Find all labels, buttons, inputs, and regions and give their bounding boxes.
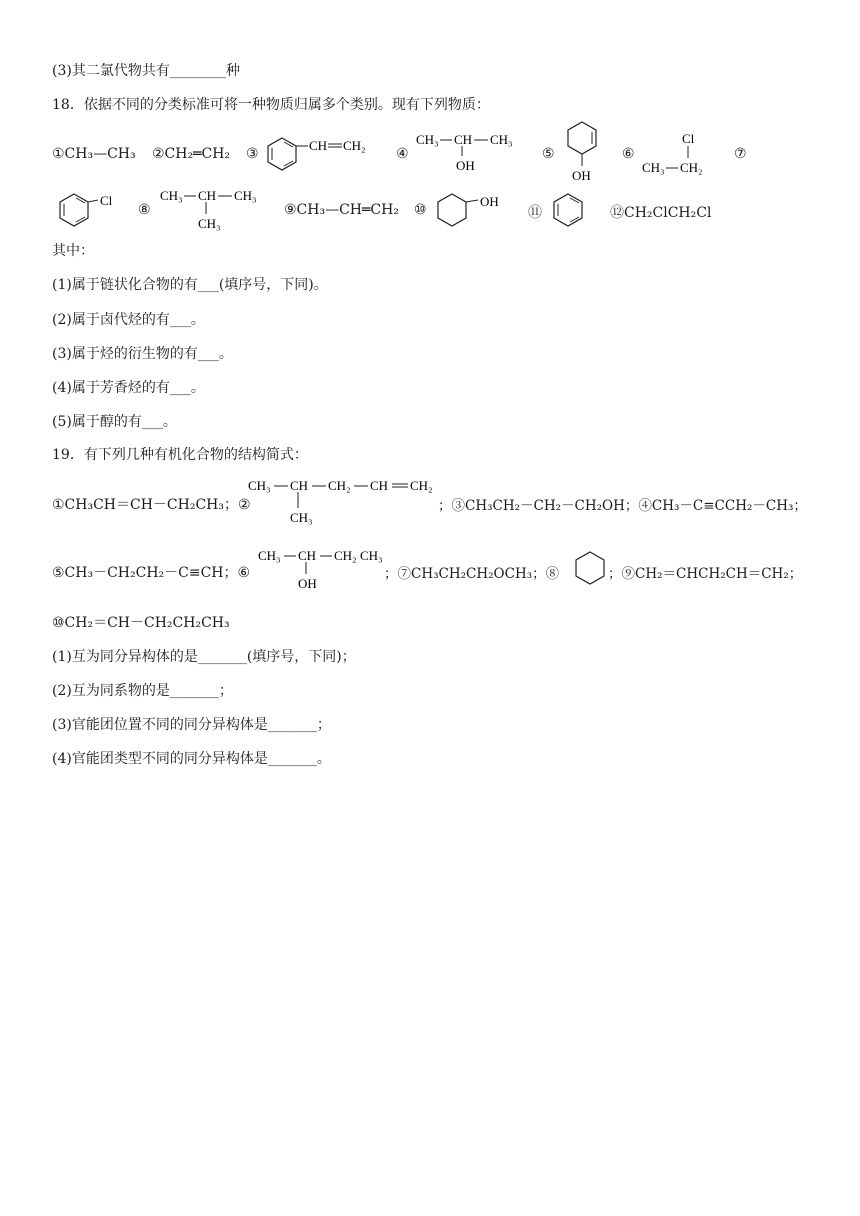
q18-question-2: (2)属于卤代烃的有___。 xyxy=(52,312,205,328)
q19-stem: 19．有下列几种有机化合物的结构简式： xyxy=(52,447,308,463)
item8-number: ⑧ xyxy=(138,202,151,218)
c6-oh: OH xyxy=(298,576,317,591)
item12-dichloroethane: ⑫CH₂ClCH₂Cl xyxy=(610,205,712,221)
item11-number: ⑪ xyxy=(528,205,542,221)
q19-compound2-structure xyxy=(244,474,440,530)
c2-ch2: CH₂ xyxy=(328,478,351,493)
c6-ch3-left: CH₃ xyxy=(258,548,281,563)
isobutane-ch3-right: CH₃ xyxy=(234,188,257,203)
c6-ch3-right: CH₃ xyxy=(360,548,383,563)
q19-row2-b: ；⑦CH₃CH₂CH₂OCH₃；⑧ xyxy=(384,566,560,582)
item1-ethane: ①CH₃—CH₃ xyxy=(52,146,136,162)
item7-number: ⑦ xyxy=(734,146,747,162)
styrene-structure xyxy=(262,130,372,176)
styrene-ch-label: CH xyxy=(309,138,328,153)
item2-ethene: ②CH₂═CH₂ xyxy=(152,146,231,162)
c2-ch3-bottom: CH₃ xyxy=(290,510,313,525)
item4-number: ④ xyxy=(396,146,409,162)
c6-ch: CH xyxy=(298,548,317,563)
q18-stem: 18．依据不同的分类标准可将一种物质归属多个类别。现有下列物质： xyxy=(52,97,490,113)
q19-question-2: (2)互为同系物的是_______； xyxy=(52,683,233,699)
q18-question-1: (1)属于链状化合物的有___(填序号，下同)。 xyxy=(52,277,328,293)
chlorobenzene-cl: Cl xyxy=(100,193,113,208)
q19-row2-c: ；⑨CH₂＝CHCH₂CH＝CH₂； xyxy=(608,566,803,582)
chloroethane-structure xyxy=(640,128,720,178)
chloroethane-ch3: CH₃ xyxy=(642,160,665,175)
q18-among: 其中： xyxy=(52,243,94,259)
q19-row1-a: ①CH₃CH＝CH－CH₂CH₃；② xyxy=(52,497,251,513)
isobutane-ch: CH xyxy=(198,188,217,203)
ipa-ch3-left: CH₃ xyxy=(416,132,439,147)
item5-number: ⑤ xyxy=(542,146,555,162)
q19-compound6-structure xyxy=(256,544,386,594)
cyclohexane-structure xyxy=(570,548,610,592)
item3-number: ③ xyxy=(246,146,259,162)
q19-question-1: (1)互为同分异构体的是_______(填序号，下同)； xyxy=(52,649,356,665)
ipa-ch3-right: CH₃ xyxy=(490,132,513,147)
cyclohexanol-structure xyxy=(432,190,508,234)
cyclohexenol-structure xyxy=(558,118,608,184)
c2-ch: CH xyxy=(290,478,309,493)
isobutane-ch3-left: CH₃ xyxy=(160,188,183,203)
q17-part3: (3)其二氯代物共有________种 xyxy=(52,63,240,79)
q18-question-4: (4)属于芳香烃的有___。 xyxy=(52,380,205,396)
benzene-structure xyxy=(550,190,590,234)
c2-ch-2: CH xyxy=(370,478,389,493)
ipa-ch: CH xyxy=(454,132,473,147)
cyclohexanol-oh: OH xyxy=(480,194,499,209)
c6-ch2ch3: CH₂ xyxy=(334,548,357,563)
item9-propene: ⑨CH₃—CH═CH₂ xyxy=(284,202,399,218)
q19-row1-b: ；③CH₃CH₂－CH₂－CH₂OH；④CH₃－C≡CCH₂－CH₃； xyxy=(438,498,807,514)
item10-number: ⑩ xyxy=(414,202,427,218)
chlorobenzene-structure xyxy=(56,188,126,234)
q19-row2-a: ⑤CH₃－CH₂CH₂－C≡CH；⑥ xyxy=(52,565,251,581)
chloroethane-cl: Cl xyxy=(682,131,695,146)
styrene-ch2-label: CH₂ xyxy=(343,138,366,153)
q19-question-3: (3)官能团位置不同的同分异构体是_______； xyxy=(52,717,331,733)
isobutane-ch3-bottom: CH₃ xyxy=(198,216,221,231)
c2-ch3-left: CH₃ xyxy=(248,478,271,493)
q18-question-3: (3)属于烃的衍生物的有___。 xyxy=(52,346,233,362)
q19-question-4: (4)官能团类型不同的同分异构体是_______。 xyxy=(52,751,331,767)
item6-number: ⑥ xyxy=(622,146,635,162)
ipa-oh: OH xyxy=(456,158,475,173)
cyclohexenol-oh: OH xyxy=(572,168,591,183)
q18-question-5: (5)属于醇的有___。 xyxy=(52,414,177,430)
chloroethane-ch2: CH₂ xyxy=(680,160,703,175)
q19-row3: ⑩CH₂＝CH－CH₂CH₂CH₃ xyxy=(52,615,230,631)
isobutane-structure xyxy=(158,184,268,234)
c2-ch2-end: CH₂ xyxy=(410,478,433,493)
isopropanol-structure xyxy=(414,128,524,176)
